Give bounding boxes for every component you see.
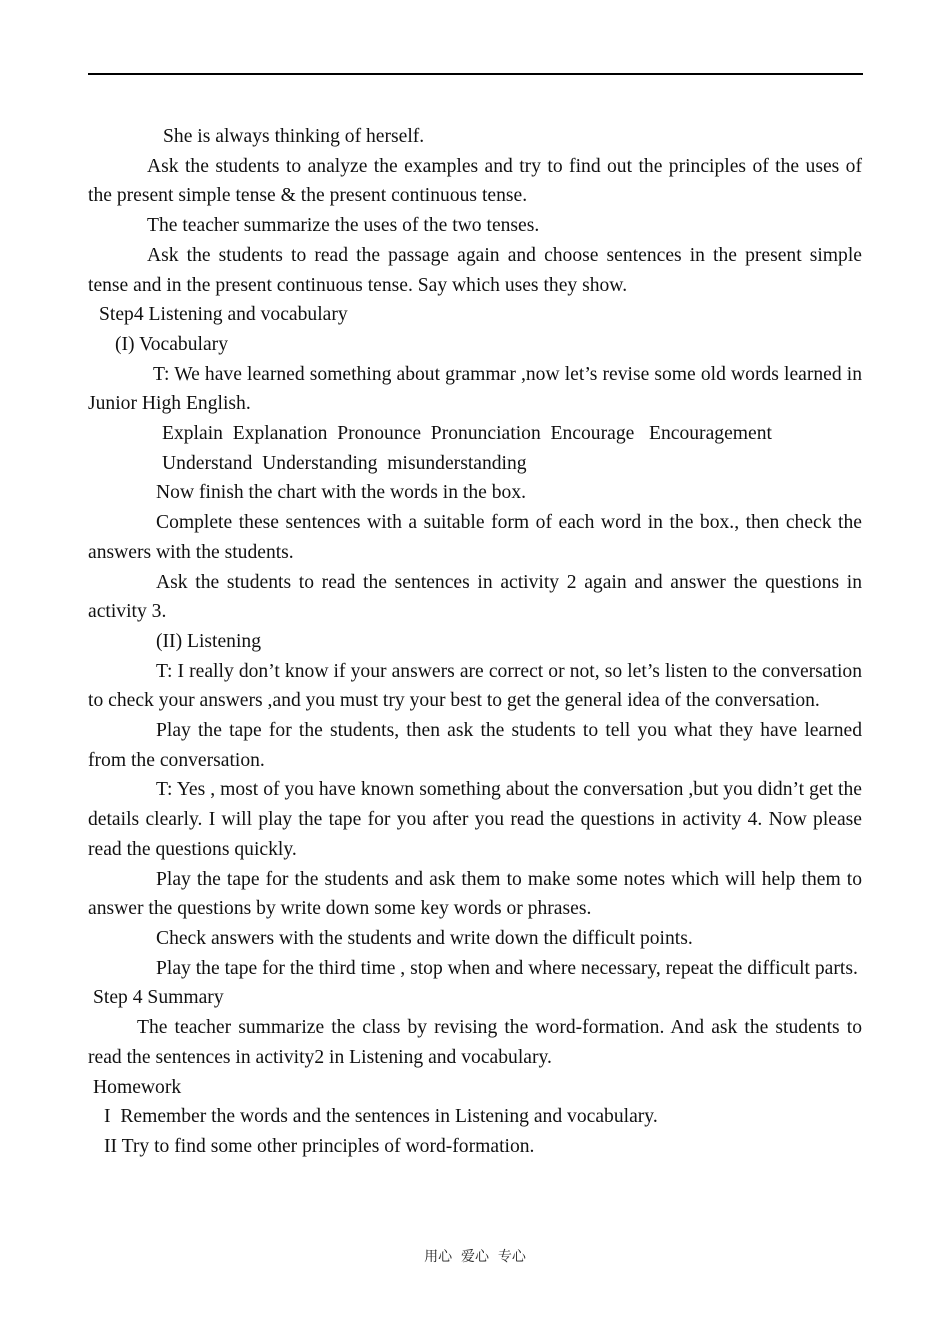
homework-item-2: II Try to find some other principles of word-formation.	[104, 1135, 535, 1157]
paragraph: Ask the students to analyze the examples and try to find out the principles of the uses of the present simple tense & the present continuous tense.	[88, 155, 862, 207]
word-list-line-1: Explain Explanation Pronounce Pronunciation Encourage Encouragement	[162, 423, 772, 445]
paragraph: T: I really don’t know if your answers are correct or not, so let’s listen to the conversation to check your answers ,and you must try your best to get the general idea of the conversation.	[88, 660, 862, 712]
paragraph: Play the tape for the students, then ask the students to tell you what they have learned from the conversation.	[88, 720, 862, 771]
paragraph: Ask the students to read the passage again and choose sentences in the present simple tense and in the present continuous tense. Say which uses they show.	[88, 244, 862, 296]
paragraph: The teacher summarize the class by revising the word-formation. And ask the students to read the sentences in activity2 in Listening and vocabulary.	[88, 1017, 862, 1068]
paragraph: Ask the students to read the sentences in activity 2 again and answer the questions in activity 3.	[88, 571, 862, 623]
paragraph: Play the tape for the third time , stop when and where necessary, repeat the difficult parts.	[156, 957, 858, 979]
section-heading-step4: Step4 Listening and vocabulary	[99, 304, 348, 326]
section-heading-summary: Step 4 Summary	[93, 987, 224, 1009]
section-heading-homework: Homework	[93, 1076, 182, 1098]
example-sentence: She is always thinking of herself.	[163, 126, 425, 147]
paragraph: T: We have learned something about grammar ,now let’s revise some old words learned in Junior High English.	[88, 363, 862, 415]
subheading-vocabulary: (I) Vocabulary	[115, 333, 228, 355]
page-footer: 用心 爱心 专心	[424, 1249, 526, 1265]
paragraph: The teacher summarize the uses of the two tenses.	[147, 215, 540, 237]
paragraph: Play the tape for the students and ask them to make some notes which will help them to answer the questions by write down some key words or phrases.	[88, 868, 862, 920]
paragraph: T: Yes , most of you have known something about the conversation ,but you didn’t get the details clearly. I will play the tape for you after you read the questions in activity 4. Now please read the questions quickly.	[88, 779, 862, 860]
document-body	[88, 122, 862, 1162]
paragraph: Complete these sentences with a suitable form of each word in the box., then check the answers with the students.	[88, 512, 862, 563]
subheading-listening: (II) Listening	[156, 630, 262, 652]
paragraph: Check answers with the students and write down the difficult points.	[156, 927, 693, 949]
homework-item-1: I Remember the words and the sentences in Listening and vocabulary.	[104, 1106, 658, 1128]
header-rule	[88, 73, 863, 75]
word-list-line-2: Understand Understanding misunderstanding	[162, 452, 527, 474]
paragraph: Now finish the chart with the words in the box.	[156, 482, 527, 504]
